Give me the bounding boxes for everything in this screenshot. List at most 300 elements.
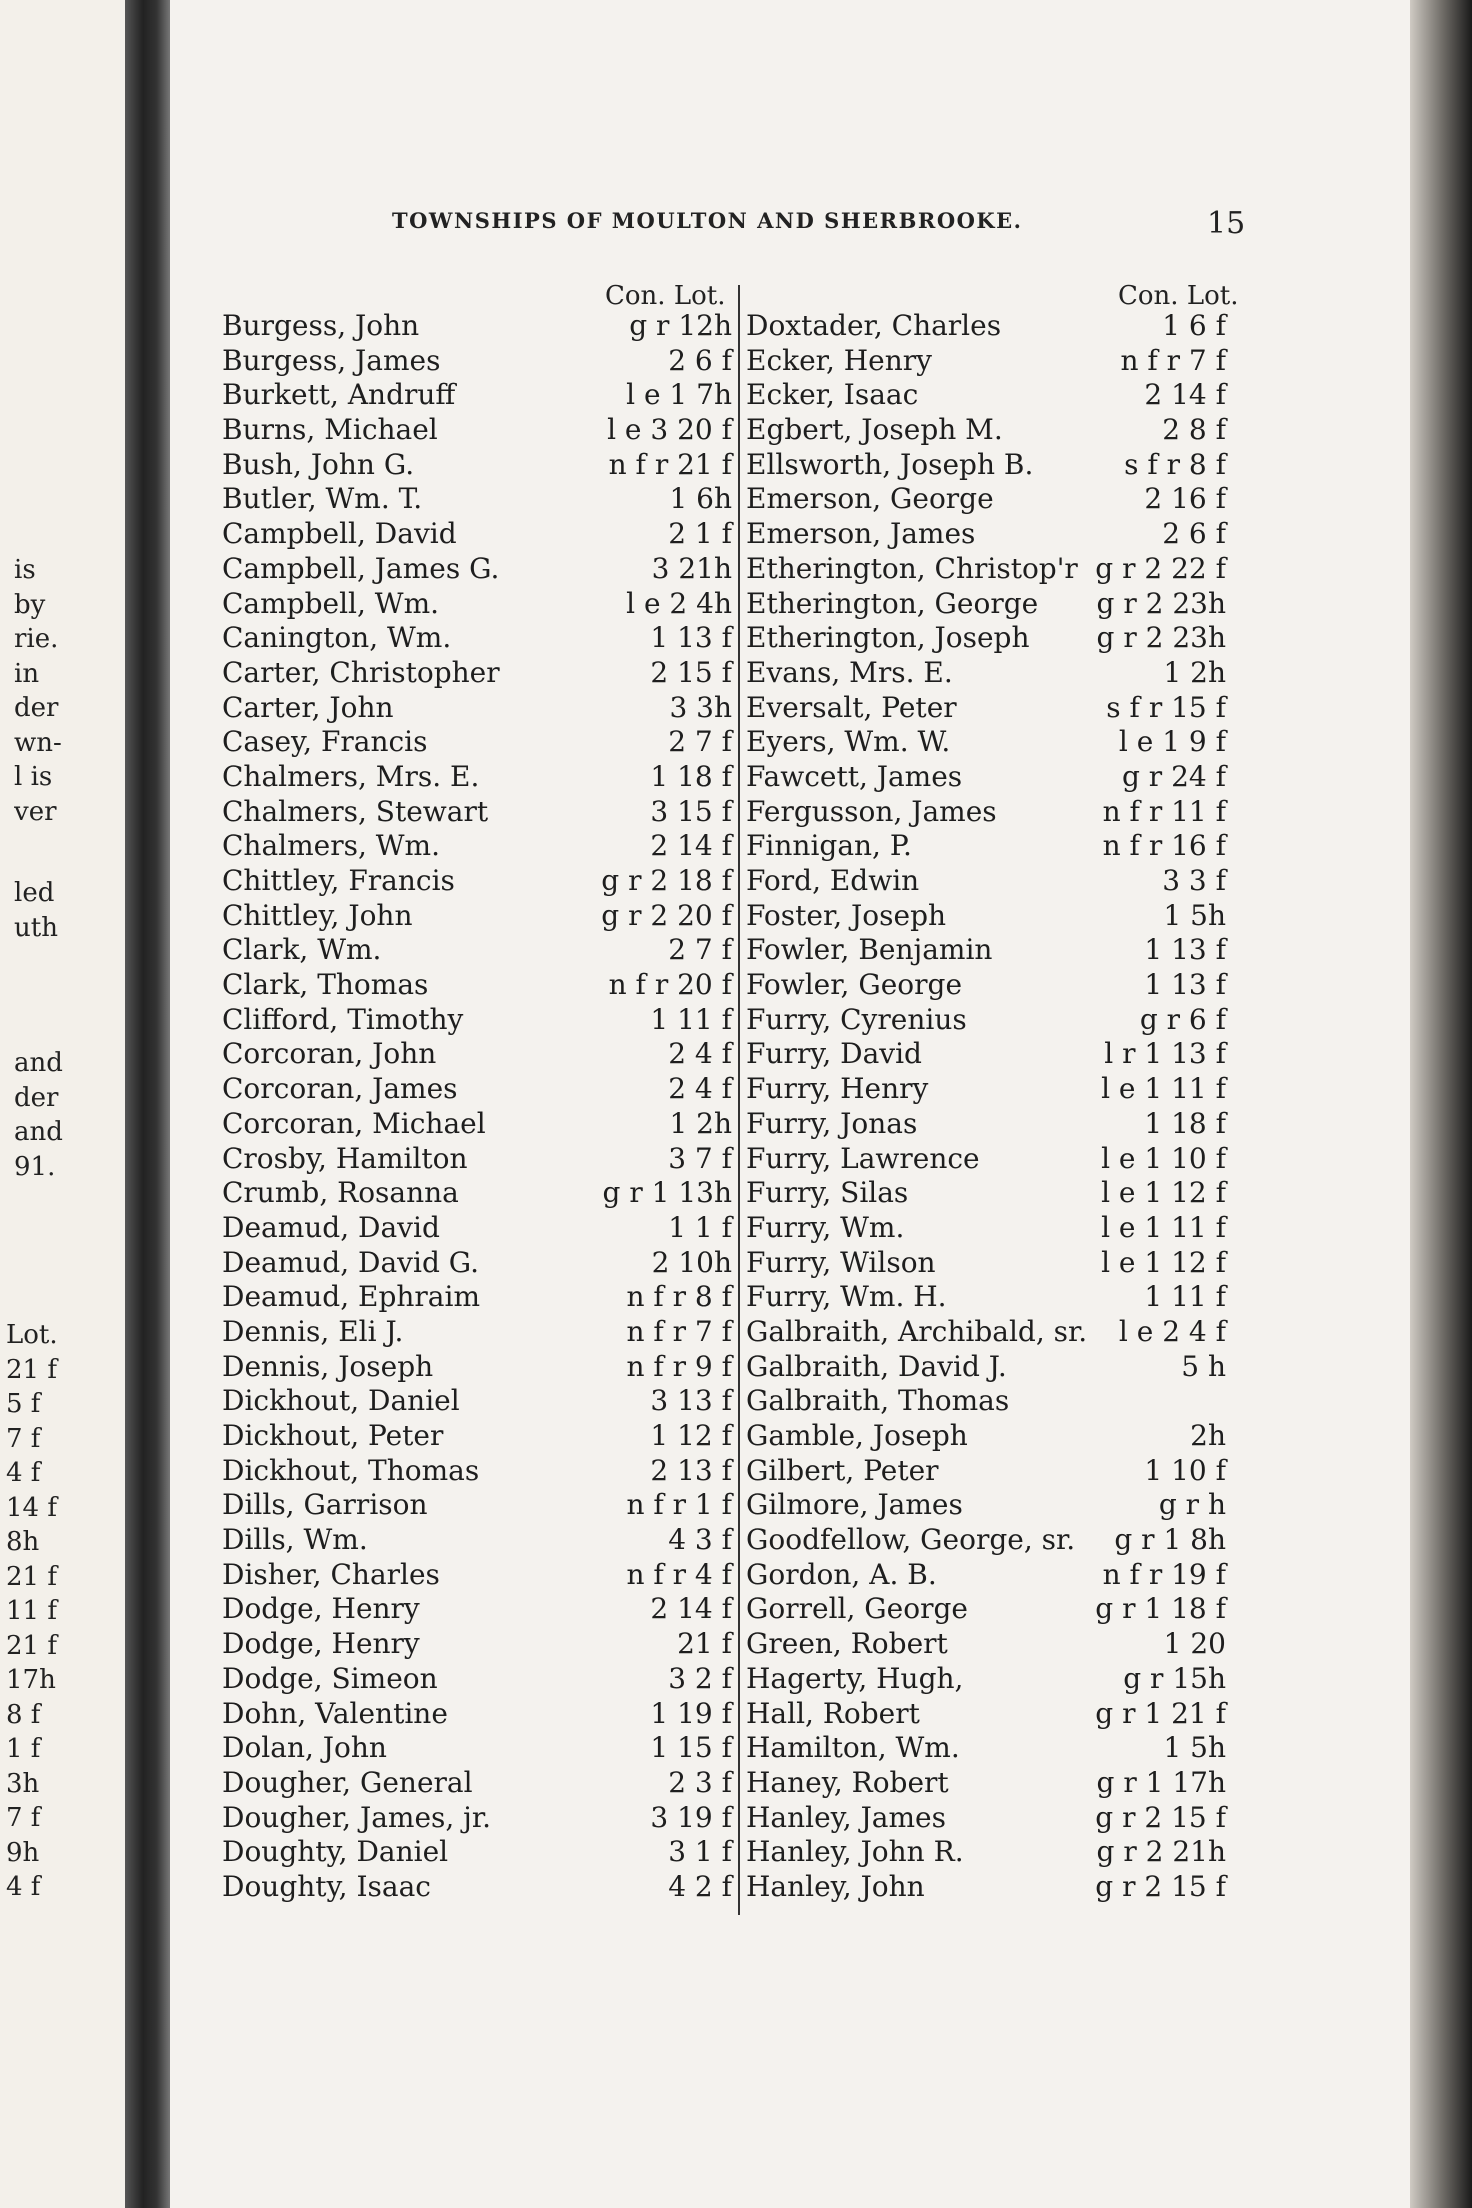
concession-lot: 3 7 f (668, 1141, 732, 1175)
directory-entry (222, 1766, 732, 1801)
facing-page-fragment: 21 f (6, 1630, 57, 1661)
resident-name: Furry, Cyrenius (746, 1002, 967, 1036)
resident-name: Dolan, John (222, 1731, 387, 1765)
concession-lot: s f r 8 f (1124, 447, 1226, 481)
directory-entry (746, 448, 1226, 483)
resident-name: Disher, Charles (222, 1557, 440, 1591)
concession-lot: 2 3 f (668, 1765, 732, 1799)
directory-entry (222, 517, 732, 552)
directory-entry (222, 933, 732, 968)
resident-name: Doxtader, Charles (746, 309, 1002, 342)
resident-name: Dougher, James, jr. (222, 1800, 492, 1834)
resident-name: Fergusson, James (746, 794, 997, 828)
directory-entry (222, 1697, 732, 1732)
concession-lot: 1 20 (1163, 1627, 1226, 1661)
book-gutter (125, 0, 170, 2208)
concession-lot: s f r 15 f (1106, 690, 1226, 724)
resident-name: Clark, Thomas (222, 968, 429, 1002)
resident-name: Bush, John G. (222, 447, 415, 481)
resident-name: Furry, Wm. H. (746, 1280, 947, 1314)
resident-name: Dills, Garrison (222, 1488, 428, 1522)
resident-name: Dennis, Eli J. (222, 1314, 404, 1348)
directory-entry (222, 1523, 732, 1558)
directory-entry (746, 517, 1226, 552)
resident-name: Furry, Wm. (746, 1210, 905, 1244)
directory-entry (222, 587, 732, 622)
resident-name: Goodfellow, George, sr. (746, 1523, 1076, 1557)
resident-name: Furry, David (746, 1037, 922, 1071)
concession-lot: 1 13 f (650, 621, 732, 655)
directory-entry (222, 1384, 732, 1419)
directory-entry (746, 1523, 1226, 1558)
resident-name: Dickhout, Thomas (222, 1453, 480, 1487)
directory-entry (746, 795, 1226, 830)
resident-name: Etherington, Christop'r (746, 551, 1078, 585)
directory-entry (746, 309, 1226, 344)
page-number: 15 (1207, 206, 1246, 241)
resident-name: Gamble, Joseph (746, 1419, 968, 1452)
resident-name: Crumb, Rosanna (222, 1176, 459, 1210)
resident-name: Chittley, John (222, 898, 413, 932)
concession-lot: 2 14 f (650, 829, 732, 863)
directory-entry (746, 482, 1226, 517)
facing-page-fragment: uth (14, 912, 58, 943)
resident-name: Hamilton, Wm. (746, 1731, 960, 1765)
concession-lot: 2 6 f (1162, 517, 1226, 551)
directory-entry (222, 1488, 732, 1523)
resident-name: Hagerty, Hugh, (746, 1661, 964, 1695)
directory-entry (222, 1419, 732, 1454)
resident-name: Corcoran, Michael (222, 1106, 486, 1140)
left-directory-column (222, 309, 732, 1905)
facing-page-fragment: rie. (14, 624, 59, 654)
concession-lot: 3 21h (651, 551, 732, 585)
directory-entry (222, 1558, 732, 1593)
concession-lot: 1 18 f (650, 759, 732, 793)
concession-lot: 1 5h (1163, 898, 1226, 932)
facing-page-fragment: 7 f (6, 1423, 41, 1454)
directory-entry (222, 378, 732, 413)
concession-lot: g r 1 21 f (1095, 1696, 1226, 1730)
directory-entry (746, 1280, 1226, 1315)
concession-lot: 2 14 f (1144, 378, 1226, 412)
concession-lot: g r 6 f (1139, 1002, 1226, 1036)
facing-page-fragment: 8h (6, 1527, 40, 1557)
concession-lot: g r h (1158, 1488, 1226, 1522)
concession-lot: g r 2 23h (1096, 621, 1226, 655)
resident-name: Ellsworth, Joseph B. (746, 447, 1034, 481)
concession-lot: g r 2 20 f (601, 898, 732, 932)
directory-entry (746, 1662, 1226, 1697)
resident-name: Deamud, Ephraim (222, 1280, 481, 1314)
concession-lot: g r 15h (1123, 1661, 1226, 1695)
resident-name: Furry, Silas (746, 1176, 909, 1210)
directory-entry (222, 1072, 732, 1107)
resident-name: Chittley, Francis (222, 864, 455, 897)
directory-entry (746, 1870, 1226, 1905)
concession-lot: 1 11 f (650, 1002, 732, 1036)
concession-lot: 3 19 f (650, 1800, 732, 1834)
facing-page-fragment: 21 f (6, 1561, 57, 1592)
directory-entry (222, 1142, 732, 1177)
directory-entry (746, 587, 1226, 622)
concession-lot: 1 12 f (650, 1419, 732, 1452)
resident-name: Dougher, General (222, 1765, 473, 1799)
resident-name: Evans, Mrs. E. (746, 655, 953, 689)
resident-name: Ecker, Henry (746, 343, 932, 377)
resident-name: Finnigan, P. (746, 829, 912, 863)
concession-lot: g r 2 18 f (601, 864, 732, 897)
concession-lot: 1 10 f (1144, 1453, 1226, 1487)
directory-entry (222, 482, 732, 517)
concession-lot: 1 18 f (1144, 1106, 1226, 1140)
directory-entry (746, 413, 1226, 448)
facing-page-fragment: is (14, 555, 36, 585)
concession-lot: g r 2 23h (1096, 586, 1226, 620)
concession-lot: 1 2h (1163, 655, 1226, 689)
directory-entry (746, 829, 1226, 864)
directory-entry (746, 1176, 1226, 1211)
resident-name: Deamud, David G. (222, 1245, 480, 1279)
concession-lot: 2 16 f (1144, 482, 1226, 516)
concession-lot: g r 24 f (1121, 759, 1226, 793)
resident-name: Dodge, Simeon (222, 1661, 438, 1695)
directory-entry (222, 864, 732, 899)
concession-lot: l e 1 12 f (1101, 1176, 1226, 1210)
resident-name: Eversalt, Peter (746, 690, 957, 724)
concession-lot: 21 f (677, 1627, 732, 1661)
resident-name: Campbell, James G. (222, 551, 500, 585)
facing-page-fragment: 14 f (6, 1492, 57, 1523)
directory-entry (746, 968, 1226, 1003)
directory-entry (222, 725, 732, 760)
directory-entry (746, 1454, 1226, 1489)
resident-name: Gorrell, George (746, 1592, 968, 1626)
resident-name: Fowler, George (746, 968, 963, 1002)
resident-name: Emerson, George (746, 482, 994, 516)
concession-lot: 3 2 f (668, 1661, 732, 1695)
directory-entry (746, 621, 1226, 656)
concession-lot: 5 h (1181, 1349, 1226, 1383)
directory-entry (746, 933, 1226, 968)
directory-entry (746, 1350, 1226, 1385)
concession-lot: 1 15 f (650, 1731, 732, 1765)
directory-entry (222, 1592, 732, 1627)
facing-page-fragment: led (14, 878, 55, 908)
left-column-heading: Con. Lot. (605, 281, 726, 311)
directory-entry (746, 1246, 1226, 1281)
concession-lot: 2 13 f (650, 1453, 732, 1487)
directory-entry (222, 309, 732, 344)
facing-page-fragment: wn- (14, 727, 62, 758)
directory-entry (746, 899, 1226, 934)
directory-entry (746, 1384, 1226, 1419)
resident-name: Eyers, Wm. W. (746, 725, 951, 759)
concession-lot: l e 1 12 f (1101, 1245, 1226, 1279)
resident-name: Chalmers, Mrs. E. (222, 759, 480, 793)
resident-name: Foster, Joseph (746, 898, 947, 932)
directory-entry (746, 691, 1226, 726)
concession-lot: n f r 9 f (626, 1349, 732, 1383)
right-directory-column (746, 309, 1226, 1905)
resident-name: Hanley, John (746, 1869, 925, 1903)
directory-entry (222, 1870, 732, 1905)
directory-entry (746, 1592, 1226, 1627)
resident-name: Etherington, Joseph (746, 621, 1030, 655)
directory-entry (746, 1419, 1226, 1454)
concession-lot: 2 7 f (668, 933, 732, 967)
resident-name: Deamud, David (222, 1210, 440, 1244)
directory-entry (222, 1454, 732, 1489)
concession-lot: 1 1 f (668, 1210, 732, 1244)
concession-lot: 2 6 f (668, 343, 732, 377)
resident-name: Fowler, Benjamin (746, 933, 993, 967)
resident-name: Butler, Wm. T. (222, 482, 423, 516)
resident-name: Hanley, John R. (746, 1835, 964, 1869)
concession-lot: n f r 1 f (626, 1488, 732, 1522)
concession-lot: 4 2 f (668, 1869, 732, 1903)
directory-entry (746, 1003, 1226, 1038)
directory-entry (222, 1627, 732, 1662)
concession-lot: 2 15 f (650, 655, 732, 689)
directory-entry (222, 656, 732, 691)
concession-lot: g r 2 15 f (1095, 1800, 1226, 1834)
directory-entry (222, 760, 732, 795)
resident-name: Dodge, Henry (222, 1627, 420, 1661)
facing-page-fragment: 17h (6, 1665, 56, 1695)
concession-lot: g r 2 15 f (1095, 1869, 1226, 1903)
facing-page-fragment: 91. (14, 1151, 56, 1182)
resident-name: Furry, Wilson (746, 1245, 936, 1279)
resident-name: Dennis, Joseph (222, 1349, 434, 1383)
concession-lot: g r 2 22 f (1095, 551, 1226, 585)
concession-lot: 2 4 f (668, 1037, 732, 1071)
concession-lot: 2 10h (651, 1245, 732, 1279)
concession-lot: 1 2h (669, 1106, 732, 1140)
resident-name: Dickhout, Daniel (222, 1384, 460, 1418)
facing-page-fragment: and (14, 1117, 63, 1147)
facing-page-fragment: l is (14, 762, 53, 792)
concession-lot: l e 1 9 f (1118, 725, 1226, 759)
directory-entry (746, 1801, 1226, 1836)
concession-lot: l e 1 10 f (1101, 1141, 1226, 1175)
resident-name: Furry, Jonas (746, 1106, 918, 1140)
concession-lot: g r 1 13h (602, 1176, 732, 1210)
concession-lot: l r 1 13 f (1104, 1037, 1226, 1071)
concession-lot: 2 8 f (1162, 413, 1226, 447)
page-edge-shadow (1410, 0, 1472, 2208)
directory-entry (746, 725, 1226, 760)
resident-name: Etherington, George (746, 586, 1039, 620)
concession-lot: 3 15 f (650, 794, 732, 828)
directory-entry (222, 1801, 732, 1836)
directory-entry (222, 344, 732, 379)
concession-lot: g r 12h (629, 309, 732, 342)
resident-name: Haney, Robert (746, 1765, 949, 1799)
facing-page-fragment: 11 f (6, 1596, 57, 1626)
concession-lot: 3 3 f (1162, 864, 1226, 897)
directory-entry (746, 656, 1226, 691)
directory-entry (746, 1697, 1226, 1732)
directory-entry (222, 1176, 732, 1211)
concession-lot: 2h (1190, 1419, 1226, 1452)
directory-entry (222, 1003, 732, 1038)
column-divider (738, 285, 740, 1915)
resident-name: Dickhout, Peter (222, 1419, 444, 1452)
directory-entry (222, 1037, 732, 1072)
concession-lot: 1 6h (669, 482, 732, 516)
resident-name: Green, Robert (746, 1627, 948, 1661)
directory-entry (746, 378, 1226, 413)
resident-name: Furry, Henry (746, 1072, 929, 1106)
resident-name: Chalmers, Stewart (222, 794, 489, 828)
resident-name: Hanley, James (746, 1800, 946, 1834)
concession-lot: l e 1 11 f (1101, 1210, 1226, 1244)
directory-entry (746, 344, 1226, 379)
concession-lot: n f r 7 f (1120, 343, 1226, 377)
resident-name: Carter, John (222, 690, 394, 724)
right-column-heading: Con. Lot. (1118, 281, 1239, 311)
concession-lot: 2 14 f (650, 1592, 732, 1626)
directory-entry (222, 829, 732, 864)
concession-lot: g r 1 17h (1096, 1765, 1226, 1799)
concession-lot: 3 1 f (668, 1835, 732, 1869)
concession-lot: 2 7 f (668, 725, 732, 759)
directory-entry (746, 1072, 1226, 1107)
directory-entry (222, 899, 732, 934)
resident-name: Dills, Wm. (222, 1523, 368, 1557)
concession-lot: g r 1 18 f (1095, 1592, 1226, 1626)
concession-lot: l e 1 7h (626, 378, 732, 412)
directory-entry (746, 1315, 1226, 1350)
directory-entry (222, 1246, 732, 1281)
facing-page-fragment: 1 f (6, 1734, 41, 1764)
resident-name: Clark, Wm. (222, 933, 382, 967)
directory-entry (222, 1662, 732, 1697)
concession-lot: n f r 11 f (1102, 794, 1226, 828)
resident-name: Gilbert, Peter (746, 1453, 939, 1487)
concession-lot: 1 13 f (1144, 933, 1226, 967)
resident-name: Dodge, Henry (222, 1592, 420, 1626)
resident-name: Burkett, Andruff (222, 378, 456, 412)
facing-page-fragment: 5 f (6, 1389, 41, 1419)
resident-name: Fawcett, James (746, 759, 963, 793)
facing-page-fragment: der (14, 693, 59, 723)
facing-page-fragment: in (14, 658, 40, 689)
facing-page-fragment: and (14, 1048, 63, 1078)
concession-lot: n f r 7 f (626, 1314, 732, 1348)
concession-lot: n f r 20 f (608, 968, 732, 1002)
facing-page-fragment: 21 f (6, 1354, 57, 1385)
facing-page-edge (0, 0, 130, 2208)
directory-entry (222, 795, 732, 830)
directory-entry (222, 691, 732, 726)
facing-page-fragment: 7 f (6, 1803, 41, 1833)
resident-name: Emerson, James (746, 517, 976, 551)
directory-entry (746, 864, 1226, 899)
concession-lot: 3 3h (669, 690, 732, 724)
directory-entry (222, 1280, 732, 1315)
resident-name: Chalmers, Wm. (222, 829, 441, 863)
resident-name: Furry, Lawrence (746, 1141, 980, 1175)
directory-entry (222, 1315, 732, 1350)
concession-lot: l e 1 11 f (1101, 1072, 1226, 1106)
concession-lot: 1 19 f (650, 1696, 732, 1730)
directory-entry (746, 1766, 1226, 1801)
concession-lot: 1 11 f (1144, 1280, 1226, 1314)
facing-page-fragment: der (14, 1082, 59, 1113)
concession-lot: 1 13 f (1144, 968, 1226, 1002)
facing-page-fragment: 9h (6, 1837, 40, 1868)
concession-lot: n f r 4 f (626, 1557, 732, 1591)
resident-name: Campbell, David (222, 517, 457, 551)
directory-entry (222, 448, 732, 483)
directory-entry (746, 1731, 1226, 1766)
resident-name: Crosby, Hamilton (222, 1141, 468, 1175)
directory-entry (746, 1627, 1226, 1662)
resident-name: Burgess, James (222, 343, 441, 377)
resident-name: Ecker, Isaac (746, 378, 919, 412)
directory-entry (222, 552, 732, 587)
concession-lot: 3 13 f (650, 1384, 732, 1418)
concession-lot: n f r 16 f (1102, 829, 1226, 863)
directory-entry (746, 1488, 1226, 1523)
directory-entry (222, 1835, 732, 1870)
concession-lot: n f r 21 f (608, 447, 732, 481)
page-header: TOWNSHIPS OF MOULTON AND SHERBROOKE. (392, 208, 1023, 233)
concession-lot: 4 3 f (668, 1523, 732, 1557)
resident-name: Gordon, A. B. (746, 1557, 937, 1591)
concession-lot: g r 1 8h (1114, 1523, 1226, 1557)
concession-lot: g r 2 21h (1096, 1835, 1226, 1869)
directory-entry (222, 1211, 732, 1246)
directory-entry (222, 621, 732, 656)
resident-name: Canington, Wm. (222, 621, 452, 655)
resident-name: Ford, Edwin (746, 864, 920, 897)
resident-name: Doughty, Daniel (222, 1835, 449, 1869)
directory-entry (746, 1558, 1226, 1593)
facing-page-fragment: by (14, 589, 46, 620)
concession-lot: 2 1 f (668, 517, 732, 551)
resident-name: Galbraith, Thomas (746, 1384, 1010, 1418)
resident-name: Burns, Michael (222, 413, 438, 447)
resident-name: Carter, Christopher (222, 655, 500, 689)
resident-name: Campbell, Wm. (222, 586, 440, 620)
directory-entry (222, 1107, 732, 1142)
directory-entry (746, 1037, 1226, 1072)
resident-name: Egbert, Joseph M. (746, 413, 1003, 447)
facing-page-fragment: 4 f (6, 1872, 41, 1902)
resident-name: Hall, Robert (746, 1696, 920, 1730)
facing-page-fragment: Lot. (6, 1320, 58, 1350)
resident-name: Galbraith, David J. (746, 1349, 1007, 1383)
concession-lot: 1 5h (1163, 1731, 1226, 1765)
concession-lot: l e 3 20 f (607, 413, 732, 447)
facing-page-fragment: ver (14, 796, 57, 827)
concession-lot: l e 2 4 f (1118, 1314, 1226, 1348)
concession-lot: l e 2 4h (626, 586, 732, 620)
directory-entry (746, 1107, 1226, 1142)
directory-entry (222, 1350, 732, 1385)
directory-entry (222, 1731, 732, 1766)
directory-entry (222, 968, 732, 1003)
resident-name: Gilmore, James (746, 1488, 963, 1522)
resident-name: Galbraith, Archibald, sr. (746, 1314, 1088, 1348)
concession-lot: 2 4 f (668, 1072, 732, 1106)
facing-page-fragment: 8 f (6, 1699, 41, 1730)
directory-entry (746, 1211, 1226, 1246)
directory-entry (746, 760, 1226, 795)
